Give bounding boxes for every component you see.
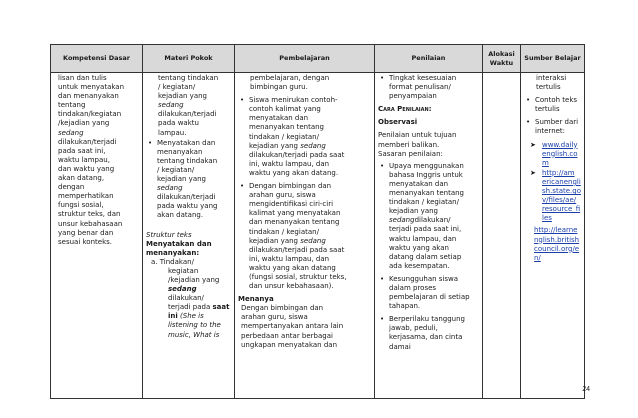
text-line bbox=[249, 142, 371, 151]
text-line: dilakukan/terjadi pada saat bbox=[249, 245, 345, 254]
text-line: dan menanyakan bbox=[58, 92, 119, 101]
text-line: nglish.british bbox=[534, 235, 580, 244]
text-line: • Kesungguhan siswa bbox=[389, 274, 459, 283]
list-item bbox=[378, 315, 479, 351]
materi-intro bbox=[146, 74, 231, 138]
text-line: waktu lampau, dan bbox=[389, 234, 457, 243]
text-line: dilakukan/terjadi bbox=[58, 137, 117, 146]
text-line: kalimat yang menyatakan bbox=[249, 209, 341, 218]
cell-materi bbox=[143, 73, 235, 399]
text-line: / kegiatan/ bbox=[158, 83, 196, 92]
text-line: http://learne bbox=[534, 226, 578, 235]
text-line: bahasa Inggris untuk bbox=[389, 170, 463, 179]
text-line bbox=[168, 312, 231, 321]
text-line: dan unsur kebahasaan). bbox=[249, 282, 334, 291]
header-alokasi: Alokasi Waktu bbox=[483, 45, 521, 73]
text-line: dilakukan/terjadi bbox=[158, 110, 217, 119]
text-span: saat bbox=[212, 303, 230, 312]
list-item bbox=[146, 139, 231, 221]
text-line: m bbox=[542, 158, 549, 167]
text-line: tentang bbox=[58, 101, 86, 110]
table-row bbox=[51, 73, 585, 399]
observasi-heading: Observasi bbox=[378, 118, 418, 127]
text-line: Menyatakan dan bbox=[146, 239, 212, 248]
link-british-council[interactable] bbox=[534, 226, 581, 262]
list-item bbox=[524, 96, 581, 114]
link-item[interactable] bbox=[524, 226, 581, 262]
text-line: Penilaian untuk tujuan bbox=[378, 131, 457, 140]
text-line: sedang bbox=[58, 128, 84, 137]
cell-sumber bbox=[521, 73, 585, 399]
text-line: tindakan / kegiatan/ bbox=[249, 227, 319, 236]
sumber-intro bbox=[524, 74, 581, 92]
list-item bbox=[238, 96, 371, 178]
cell-pembelajaran bbox=[235, 73, 375, 399]
text-line: memperhatikan bbox=[58, 192, 114, 201]
list-item bbox=[378, 74, 479, 101]
text-line: dalam proses bbox=[389, 283, 437, 292]
text-line: lampau. bbox=[158, 128, 187, 137]
text-line: • Berperilaku tanggung bbox=[389, 315, 465, 324]
text-line: memberi balikan. bbox=[378, 140, 440, 149]
text-line: tentang tindakan bbox=[157, 156, 218, 165]
text-line: dilakukan/terjadi bbox=[157, 193, 216, 202]
text-line: ericanengli bbox=[542, 177, 581, 186]
text-line: mengidentifikasi ciri-ciri bbox=[249, 200, 334, 209]
text-line: waktu yang akan datang bbox=[249, 263, 336, 272]
syllabus-table bbox=[50, 44, 585, 399]
text-line: fungsi sosial, bbox=[58, 201, 104, 210]
text-line: • Contoh teks bbox=[535, 96, 578, 105]
text-line: untuk menyatakan bbox=[58, 83, 125, 92]
text-line: pada waktu yang bbox=[157, 202, 218, 211]
text-line: www.daily bbox=[542, 140, 578, 149]
text-span: (She is bbox=[180, 312, 204, 321]
link-item[interactable] bbox=[530, 169, 581, 224]
text-line: • Dengan bimbingan dan bbox=[249, 182, 332, 191]
text-line: jawab, peduli, bbox=[389, 324, 438, 333]
text-line: /kejadian yang bbox=[58, 119, 110, 128]
text-line: sedang bbox=[158, 101, 184, 110]
text-line: menyatakan dan bbox=[249, 114, 309, 123]
text-line: • Siswa menirukan contoh- bbox=[249, 96, 338, 105]
text-line: internet: bbox=[535, 127, 566, 136]
text-line: Dengan bimbingan dan bbox=[241, 304, 324, 313]
text-line: arahan guru, siswa bbox=[249, 191, 316, 200]
item-a-body bbox=[146, 267, 231, 340]
link-american-english[interactable] bbox=[542, 169, 581, 224]
text-line: dilakukan/terjadi pada saat bbox=[249, 150, 345, 159]
text-line: http://am bbox=[542, 168, 575, 177]
text-line: menanyakan bbox=[157, 147, 203, 156]
text-line: sedang bbox=[157, 184, 183, 193]
cara-penilaian-heading: Cara Penilaian: bbox=[378, 105, 432, 114]
text-line: tertulis bbox=[536, 83, 561, 92]
text-line: sedang bbox=[168, 285, 197, 294]
text-line: contoh kalimat yang bbox=[249, 105, 321, 114]
text-line: english.co bbox=[542, 149, 578, 158]
text-line: menyatakan dan bbox=[389, 179, 449, 188]
struktur-teks-label: Struktur teks bbox=[146, 230, 192, 239]
text-line: akan datang. bbox=[157, 211, 204, 220]
text-line: format penulisan/ bbox=[389, 83, 451, 92]
text-line: • Menyatakan dan bbox=[157, 138, 216, 147]
text-line: ini, waktu lampau, dan bbox=[249, 254, 330, 263]
text-line: pada saat ini, bbox=[58, 146, 106, 155]
header-penilaian: Penilaian bbox=[375, 45, 483, 73]
text-line: / kegiatan/ bbox=[157, 165, 195, 174]
text-span: sedang bbox=[389, 216, 415, 225]
list-item bbox=[238, 182, 371, 291]
text-line bbox=[168, 303, 231, 312]
text-line: music, What is bbox=[168, 330, 220, 339]
text-line: Sasaran penilaian: bbox=[378, 149, 443, 158]
page-number: 24 bbox=[582, 386, 590, 393]
sumber-links bbox=[530, 141, 581, 224]
cell-penilaian bbox=[375, 73, 483, 399]
header-sumber: Sumber Belajar bbox=[521, 45, 585, 73]
header-pembelajaran: Pembelajaran bbox=[235, 45, 375, 73]
text-line: yang benar dan bbox=[58, 228, 114, 237]
text-line: dan waktu yang bbox=[58, 164, 115, 173]
text-line bbox=[249, 237, 371, 246]
text-line: tertulis bbox=[535, 105, 560, 114]
penilaian-bullets-top bbox=[378, 74, 479, 101]
text-line: waktu lampau, bbox=[58, 155, 110, 164]
text-line: menanyakan: bbox=[146, 248, 200, 257]
text-line: /kejadian yang bbox=[168, 275, 220, 284]
text-line: akan datang, bbox=[58, 174, 105, 183]
sumber-bullets bbox=[524, 96, 581, 136]
link-daily-english[interactable] bbox=[542, 141, 581, 168]
menanya-heading: Menanya bbox=[238, 295, 274, 304]
text-line: ini, waktu lampau, dan bbox=[249, 159, 330, 168]
text-line: unsur kebahasaan bbox=[58, 219, 123, 228]
text-line: pembelajaran di setiap bbox=[389, 293, 470, 302]
text-line: kejadian yang bbox=[157, 175, 206, 184]
text-line: waktu yang akan datang. bbox=[249, 168, 339, 177]
text-line: menanyakan tentang bbox=[249, 123, 325, 132]
text-line: penyampaian bbox=[389, 92, 437, 101]
text-line bbox=[389, 216, 479, 225]
text-line: tindakan / kegiatan/ bbox=[389, 198, 459, 207]
link-item[interactable] bbox=[530, 141, 581, 168]
text-line: council.org/e bbox=[534, 244, 580, 253]
text-line: terjadi pada saat ini, bbox=[389, 225, 462, 234]
text-line: interaksi bbox=[536, 74, 567, 82]
arrowhead-icon: ➤ bbox=[530, 140, 536, 149]
text-line: • Sumber dari bbox=[535, 118, 579, 127]
text-line: perbedaan antar berbagai bbox=[241, 331, 333, 340]
item-a-label: a. Tindakan/ bbox=[151, 257, 194, 266]
pembelajaran-bullets bbox=[238, 96, 371, 291]
list-item bbox=[378, 162, 479, 271]
text-line: kegiatan bbox=[168, 266, 199, 275]
table-header-row bbox=[51, 45, 585, 73]
text-span: kejadian yang bbox=[249, 236, 298, 245]
text-line: sesuai konteks. bbox=[58, 237, 112, 246]
text-line: pada waktu bbox=[158, 119, 199, 128]
cell-kompetensi bbox=[51, 73, 143, 399]
text-line: datang dalam setiap bbox=[389, 252, 462, 261]
text-line: dengan bbox=[58, 183, 85, 192]
pembelajaran-intro bbox=[238, 74, 371, 92]
text-span: terjadi pada bbox=[168, 303, 211, 312]
text-line: arahan guru, siswa bbox=[241, 313, 308, 322]
text-line: lisan dan tulis bbox=[58, 74, 107, 82]
text-span: sedang bbox=[300, 141, 326, 150]
header-kompetensi: Kompetensi Dasar bbox=[51, 45, 143, 73]
text-line: tindakan / kegiatan/ bbox=[249, 132, 319, 141]
text-line: waktu yang akan bbox=[389, 243, 449, 252]
text-line: (fungsi sosial, struktur teks, bbox=[249, 272, 347, 281]
text-line: listening to the bbox=[168, 321, 221, 330]
text-line: pembelajaran, dengan bbox=[250, 74, 330, 82]
text-span: ini bbox=[168, 312, 178, 321]
header-materi: Materi Pokok bbox=[143, 45, 235, 73]
text-line: tentang tindakan bbox=[158, 74, 219, 82]
text-line: resource_fi bbox=[542, 205, 581, 214]
text-line: menanyakan tentang bbox=[389, 189, 465, 198]
text-line: les bbox=[542, 214, 552, 223]
text-line: kejadian yang bbox=[389, 207, 438, 216]
text-line: ungkapan menyatakan dan bbox=[241, 340, 338, 349]
text-line: • Tingkat kesesuaian bbox=[389, 74, 457, 82]
text-line: mempertanyakan antara lain bbox=[241, 322, 344, 331]
text-line: tahapan. bbox=[389, 302, 421, 311]
text-line: sh.state.go bbox=[542, 187, 581, 196]
list-item bbox=[378, 275, 479, 311]
arrowhead-icon: ➤ bbox=[530, 168, 536, 177]
materi-bullets bbox=[146, 139, 231, 221]
text-line: damai bbox=[389, 342, 411, 351]
text-line: dan menanyakan tentang bbox=[249, 218, 340, 227]
text-line: n/ bbox=[534, 253, 541, 262]
text-line: kejadian yang bbox=[158, 92, 207, 101]
text-line: bimbingan guru. bbox=[250, 83, 308, 92]
list-item bbox=[524, 118, 581, 136]
text-line: ada kesempatan. bbox=[389, 261, 450, 270]
text-span: dilakukan/ bbox=[414, 216, 451, 225]
text-line: v/files/ae/ bbox=[542, 196, 577, 205]
text-line: tindakan/kegiatan bbox=[58, 110, 122, 119]
text-line: • Upaya menggunakan bbox=[389, 161, 464, 170]
text-line: kerjasama, dan cinta bbox=[389, 333, 463, 342]
cell-alokasi bbox=[483, 73, 521, 399]
text-line: dilakukan/ bbox=[168, 294, 204, 303]
penilaian-bullets bbox=[378, 162, 479, 352]
kompetensi-text bbox=[58, 74, 139, 247]
text-span: sedang bbox=[300, 236, 326, 245]
text-line: struktur teks, dan bbox=[58, 210, 121, 219]
text-span: kejadian yang bbox=[249, 141, 298, 150]
